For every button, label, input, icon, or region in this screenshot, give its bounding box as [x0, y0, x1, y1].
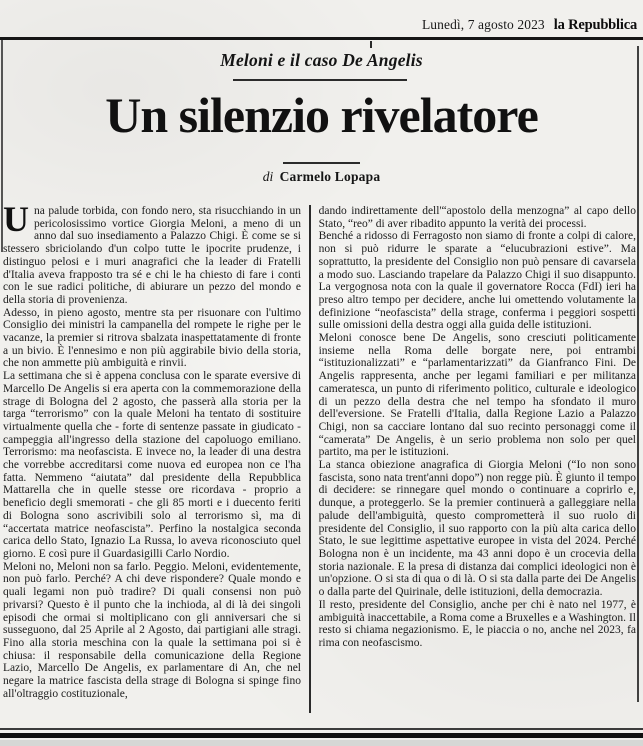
byline-author: Carmelo Lopapa — [279, 169, 381, 184]
kicker: Meloni e il caso De Angelis — [220, 50, 423, 70]
right-edge-rule — [637, 46, 639, 702]
paragraph: Adesso, in pieno agosto, mentre sta per risuonare con l'ultimo Consiglio dei ministri la campanella del rompete le righe per le vacanze, la premier si ritrova sbalzata inaspettatamente di fronte a un bivio. È l'ennesimo e non più aggirabile bivio della storia, che non ammette più ambiguità e rinvii. — [3, 306, 301, 370]
bottom-rule-thin — [0, 728, 643, 730]
paragraph: dando indirettamente dell'“apostolo della menzogna” al capo dello Stato, “reo” di aver ribadito appunto la verità dei processi. — [318, 205, 636, 230]
paragraph-text: na palude torbida, con fondo nero, sta risucchiando in un pericolosissimo vortice Giorgia Meloni, a meno di un anno dal suo insediamento a Palazzo Chigi. È come se si stessero sbriciolando d'un colpo tutte le ipocrite prudenze, i distinguo pelosi e i muri anagrafici che la leader di Fratelli d'Italia aveva frapposto tra sé e chi le ha chiesto di fare i conti con le sue radici politiche, di abiurare un pezzo del mondo e della storia di provenienza. — [3, 205, 301, 306]
byline-prefix: di — [262, 169, 274, 184]
paragraph: La stanca obiezione anagrafica di Giorgia Meloni (“Io non sono fascista, sono nata trent'anni dopo”) non regge più. È giunto il tempo di decidere: se rinnegare quel mondo o continuare a coprirlo e, dunque, a proteggerlo. Se la premier continuerà a galleggiare nella palude dell'ambiguità, questo comprometterà il suo ruolo di presidente del Consiglio, il suo rapporto con la più alta carica dello Stato, le sue legittime aspettative europee in vista del 2024. Perché Bologna non è un incidente, ma 43 anni dopo è un crocevia della storia nazionale. E la presa di distanza dai complici ideologici non è un'opzione. O si sta di qua o di là. O si sta dalla parte dei De Angelis o dalla parte del Quirinale, delle istituzioni, della democrazia. — [318, 459, 636, 599]
column-right — [311, 205, 636, 721]
column-left — [3, 205, 309, 721]
paragraph: Meloni conosce bene De Angelis, sono cresciuti politicamente insieme nella Roma delle borgate nere, poi entrambi “istituzionalizzati” e “parlamentarizzati” da Gianfranco Fini. De Angelis rappresenta, anche per legami familiari e per militanza cameratesca, un punto di riferimento politico, culturale e ideologico di un pezzo della destra che nel tempo ha sfondato il muro dell'eversione. Se Fratelli d'Italia, dalla Regione Lazio a Palazzo Chigi, non sa cacciare lontano dal suo recinto personaggi come il “camerata” De Angelis, è un serio problema non solo per quel partito, ma per le istituzioni. — [318, 332, 636, 459]
top-rule — [0, 37, 643, 40]
byline-rule — [283, 162, 360, 164]
paragraph: Il resto, presidente del Consiglio, anche per chi è nato nel 1977, è ambiguità inaccettabile, a Roma come a Bruxelles e a Washington. Il resto si chiama negazionismo. E, le piaccia o no, anche nel 2023, fa rima con neofascismo. — [318, 598, 636, 649]
headline: Un silenzio rivelatore — [105, 87, 538, 143]
paragraph — [3, 205, 301, 307]
paragraph: La settimana che si è appena conclusa con le sparate eversive di Marcello De Angelis si era aperta con la commemorazione della strage di Bologna del 2 agosto, che passerà alla storia per la targa “terrorismo” con la quale Meloni ha tentato di sostituire virtualmente quella che - forte di sentenze passate in giudicato - campeggia all'ingresso della stazione del capoluogo emiliano. Terrorismo: ma neofascista. E invece no, la leader di una destra che vorrebbe accreditarsi come nuova ed europea non ce l'ha fatta. Nemmeno “aiutata” dal presidente della Repubblica Mattarella che in quelle stesse ore ricordava - proprio a beneficio degli smemorati - che gli 85 morti e i duecento feriti di Bologna sono ascrivibili solo al terrorismo sì, ma di “accertata matrice neofascista”. Perfino la nostalgica seconda carica dello Stato, Ignazio La Russa, lo aveva riconosciuto quel giorno. E così pure il Guardasigilli Carlo Nordio. — [3, 370, 301, 560]
registration-tick — [370, 41, 372, 48]
paragraph: Meloni no, Meloni non sa farlo. Peggio. Meloni, evidentemente, non può farlo. Perché? A chi deve rispondere? Quale mondo e quali legami non può tradire? Di quali consensi non può privarsi? Questo è il punto che la inchioda, al di là dei singoli episodi che ormai si moltiplicano con gli anniversari che si susseguono, dal 25 Aprile al 2 Agosto, dai partigiani alle stragi. Fino alla storia meschina con la quale la settimana poi si è chiusa: il responsabile della comunicazione della Regione Lazio, Marcello De Angelis, ex parlamentare di An, che nel negare la matrice fascista della strage di Bologna si spinge fino all'oltraggio costituzionale, — [3, 560, 301, 700]
dropcap: U — [3, 205, 29, 239]
dateline — [422, 17, 637, 34]
page-edge-shadow — [0, 740, 643, 746]
article-body — [3, 205, 636, 721]
paragraph: Benché a ridosso di Ferragosto non siamo di fronte a colpi di calore, non si può ridurre le sparate a “elucubrazioni estive”. Ma soprattutto, la presidente del Consiglio non può pensare di cavarsela a modo suo. Lasciando trapelare da Palazzo Chigi il suo disappunto. La vergognosa nota con la quale il governatore Rocca (FdI) ieri ha preso altro tempo per decidere, anche lui omettendo volutamente la definizione “neofascista” della strage, conferma i peggiori sospetti sulle omissioni della destra oggi alla guida delle istituzioni. — [318, 230, 636, 332]
masthead-logo: la Repubblica — [553, 17, 637, 33]
issue-date: Lunedì, 7 agosto 2023 — [421, 17, 545, 32]
bottom-rule-thick — [0, 733, 643, 738]
byline — [0, 169, 643, 185]
kicker-underline — [233, 79, 407, 81]
